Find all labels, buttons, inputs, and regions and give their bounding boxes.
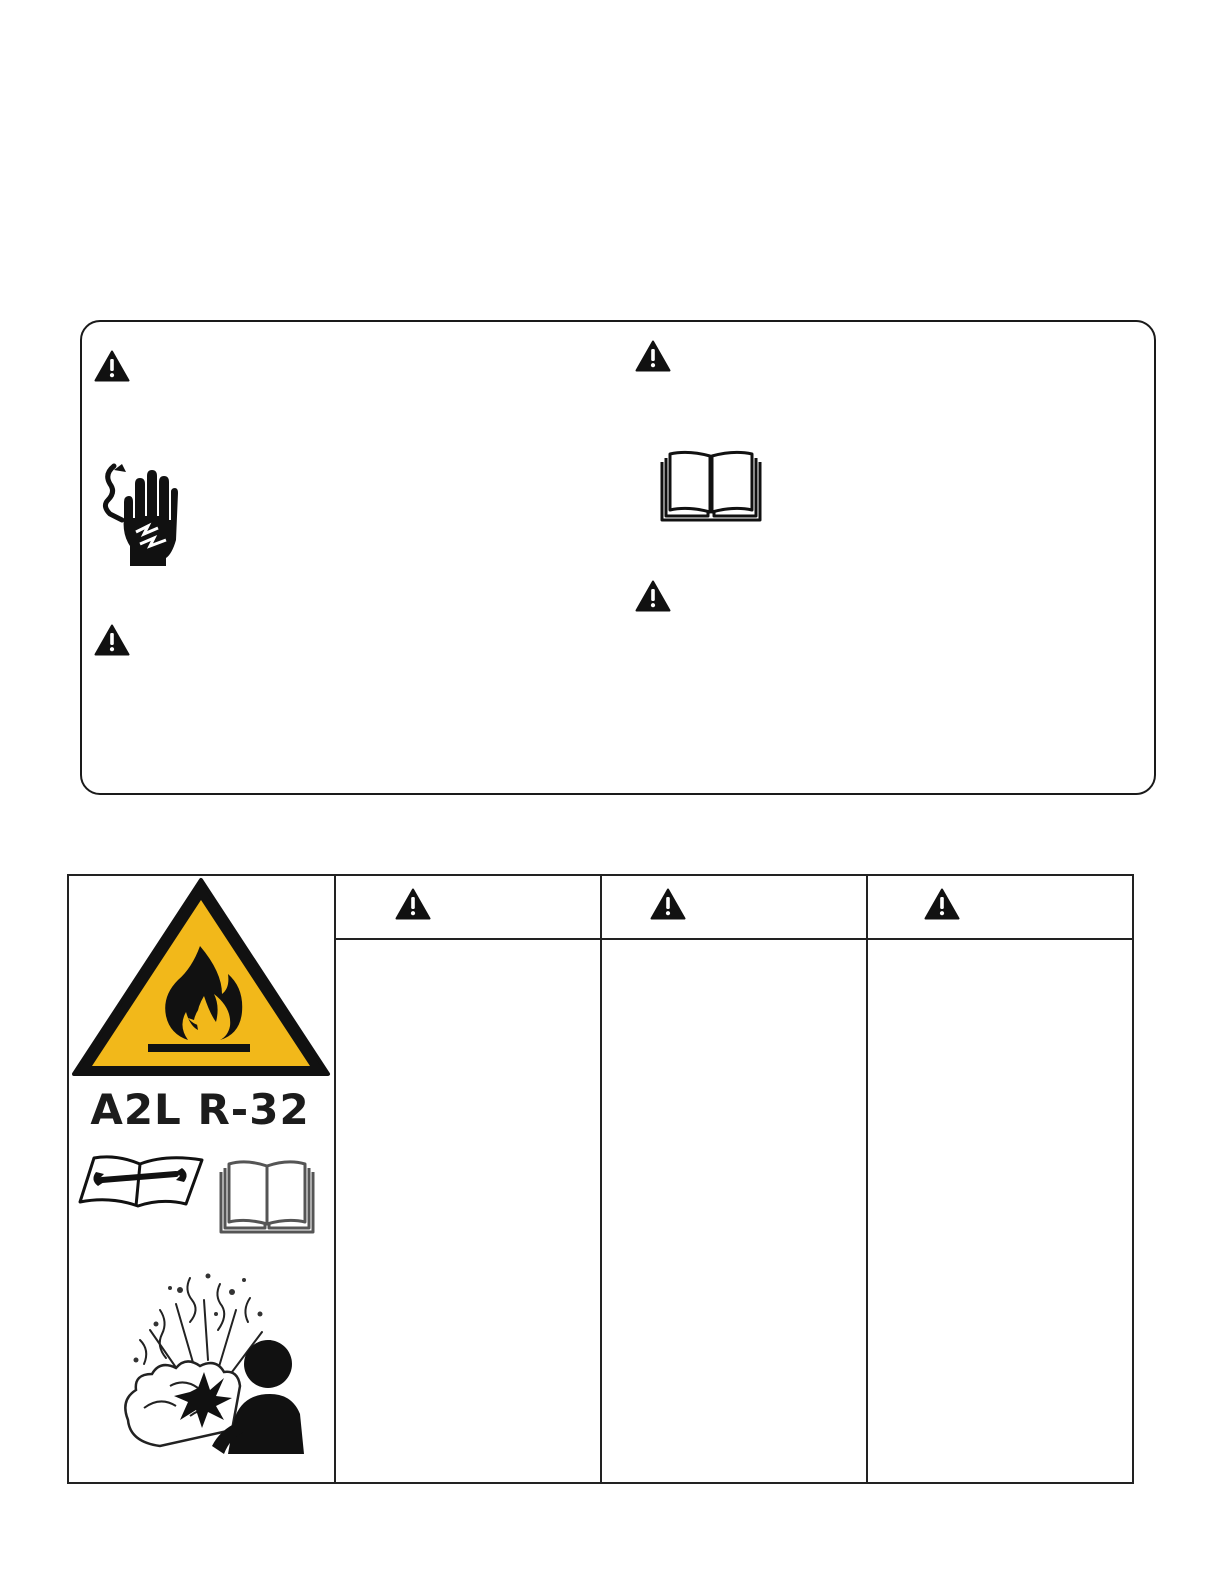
read-manual-book-icon	[658, 448, 764, 524]
operating-manual-book-icon	[218, 1156, 316, 1236]
flammable-material-icon	[70, 876, 332, 1078]
warning-triangle-icon	[635, 340, 671, 372]
warning-triangle-icon	[924, 888, 960, 920]
explosion-hazard-icon	[120, 1270, 306, 1456]
service-manual-icon	[76, 1152, 206, 1208]
electric-shock-hand-icon	[100, 462, 180, 570]
safety-warning-box	[80, 320, 1156, 795]
warning-triangle-icon	[94, 624, 130, 656]
warning-triangle-icon	[395, 888, 431, 920]
warning-triangle-icon	[650, 888, 686, 920]
refrigerant-label: A2L R-32	[90, 1085, 310, 1134]
warning-triangle-icon	[635, 580, 671, 612]
warning-triangle-icon	[94, 350, 130, 382]
